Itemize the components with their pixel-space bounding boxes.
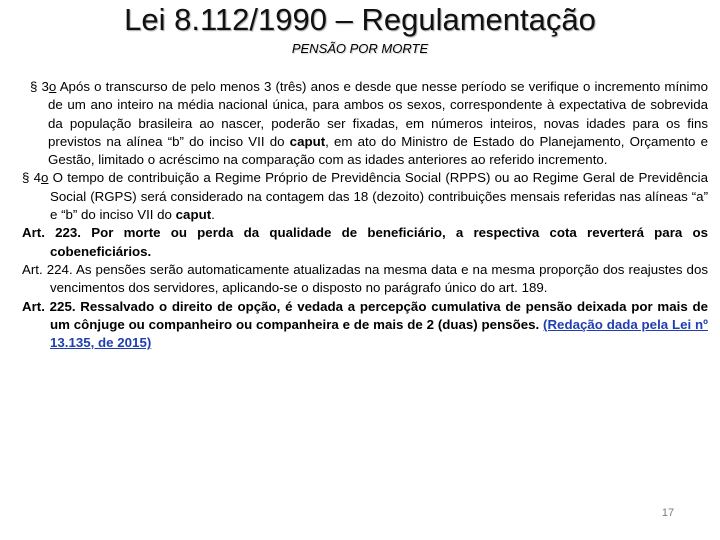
article-225: Art. 225. Ressalvado o direito de opção, é vedada a percepção cumulativa de pensão deixada por mais de um cônjuge ou companheiro ou companheira e de mais de 2 (duas) pensões. (Redação dada pela Lei nº 13.135, de 2015) — [22, 298, 708, 351]
paragraph-3: § 3o Após o transcurso de pelo menos 3 (três) anos e desde que nesse período se verifique o incremento mínimo de um ano inteiro na média nacional única, para ambos os sexos, correspondente à expectativa de sobrevida da população brasileira ao nascer, poderão ser fixadas, em números inteiros, novas idades para os fins previstos na alínea “b” do inciso VII do caput, em ato do Ministro de Estado do Planejamento, Orçamento e Gestão, limitado o acréscimo na comparação com as idades anteriores ao referido incremento. — [30, 79, 708, 168]
page-number: 17 — [661, 507, 675, 519]
legal-text-body — [22, 78, 708, 352]
law-reference-link[interactable]: (Redação dada pela Lei nº 13.135, de 2015) — [50, 316, 708, 351]
caput-term: caput — [289, 133, 326, 149]
paragraph-4-label: § 4o — [22, 170, 49, 186]
article-224: Art. 224. As pensões serão automaticamente atualizadas na mesma data e na mesma proporção dos reajustes dos vencimentos dos servidores, aplicando-se o disposto no parágrafo único do art. 189. — [22, 261, 708, 296]
slide-title: Lei 8.112/1990 – Regulamentação — [124, 2, 596, 37]
slide-subtitle: PENSÃO POR MORTE — [291, 41, 429, 56]
paragraph-4: § 4o O tempo de contribuição a Regime Próprio de Previdência Social (RPPS) ou ao Regime Geral de Previdência Social (RGPS) será considerado na contagem das 18 (dezoito) contribuições mensais referidas nas alíneas “a” e “b” do inciso VII do caput. — [22, 170, 708, 223]
caput-term: caput — [175, 207, 212, 223]
article-223: Art. 223. Por morte ou perda da qualidade de beneficiário, a respectiva cota reverterá para os cobeneficiários. — [22, 225, 708, 259]
paragraph-3-label: § 3o — [30, 79, 57, 94]
